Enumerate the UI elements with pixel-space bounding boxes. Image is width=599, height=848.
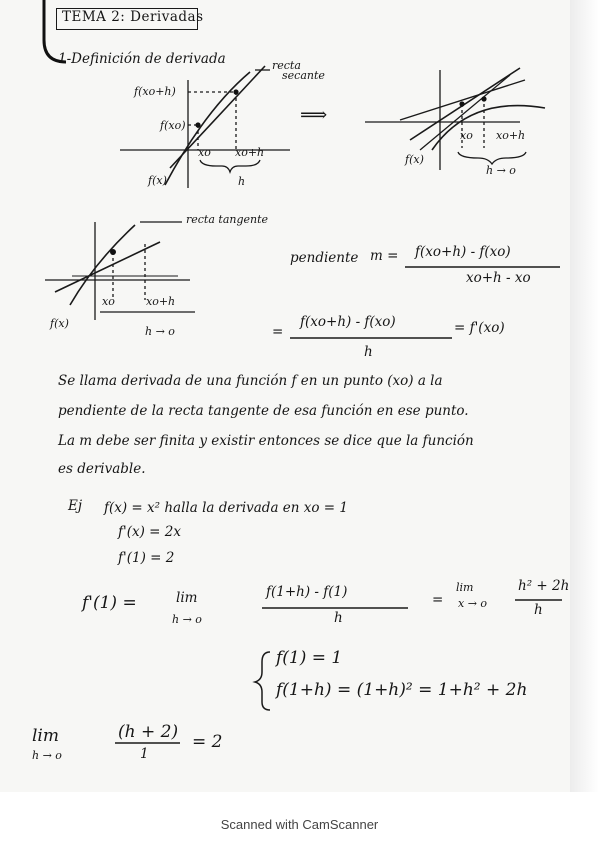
graph1-label-fx0: f(xo) [160, 119, 186, 132]
graph1-point-x0 [195, 122, 200, 127]
graph1-label-x0: xo [198, 146, 211, 159]
example-lim2: lim [456, 581, 474, 594]
graph3-label-h-limit: h → o [145, 325, 175, 338]
example-line-1: f(x) = x² halla la derivada en xo = 1 [104, 500, 348, 516]
example-denominator-2: h [534, 602, 543, 618]
slope-numerator-2: f(xo+h) - f(xo) [300, 314, 396, 330]
slope-label: pendiente [290, 250, 359, 266]
graph2-point-x0h [481, 96, 486, 101]
graph3-tangent-line [55, 242, 160, 292]
graph1-h-brace [200, 160, 260, 172]
final-lim-sub: h → o [32, 749, 62, 762]
tangent-label: recta tangente [186, 213, 269, 226]
graph1-label-h: h [238, 175, 246, 188]
graph2-brace [458, 152, 526, 164]
final-numerator: (h + 2) [118, 722, 179, 742]
page-edge-shadow [570, 0, 599, 792]
slope-equals-2: = [272, 324, 284, 340]
example-line-3: f'(1) = 2 [118, 550, 175, 566]
definition-line-4: es derivable. [58, 461, 146, 477]
secant-label-1: recta [272, 59, 301, 72]
graph3-label-x0h: xo+h [146, 295, 176, 308]
graph1-label-fx0h: f(xo+h) [134, 85, 176, 98]
graph3-point-x0 [110, 249, 116, 255]
example-lim-sub: h → o [172, 613, 202, 626]
example-lhs: f'(1) = [82, 593, 137, 613]
final-result: = 2 [192, 732, 223, 752]
section-heading: 1-Definición de derivada [58, 51, 226, 67]
graph2-label-h-limit: h → o [486, 164, 516, 177]
graph3-curve [70, 225, 135, 308]
graph1-point-x0h [233, 89, 238, 94]
graph3-label-fx: f(x) [50, 317, 69, 330]
system-brace [255, 652, 270, 710]
example-denominator: h [334, 610, 343, 626]
final-lim: lim [32, 726, 59, 746]
secant-label-2: secante [282, 69, 325, 82]
system-line-2: f(1+h) = (1+h)² = 1+h² + 2h [276, 680, 528, 700]
example-label: Ej [68, 498, 83, 514]
example-lim: lim [176, 590, 198, 606]
graph2-label-fx: f(x) [405, 153, 424, 166]
graph2-label-x0h: xo+h [496, 129, 526, 142]
slope-denominator-2: h [364, 344, 373, 360]
graph3-label-x0: xo [102, 295, 115, 308]
graph2-point-x0 [459, 101, 464, 106]
example-equals: = [432, 592, 444, 608]
scanner-watermark: Scanned with CamScanner [220, 817, 379, 832]
example-line-2: f'(x) = 2x [118, 524, 181, 540]
page-title: TEMA 2: Derivadas [62, 9, 204, 25]
graph-secant-limit [365, 68, 545, 170]
system-line-1: f(1) = 1 [276, 648, 343, 668]
graph2-label-x0: xo [460, 129, 473, 142]
slope-numerator-1: f(xo+h) - f(xo) [415, 244, 511, 260]
final-denominator: 1 [140, 746, 149, 762]
implies-arrow: ⟹ [300, 104, 328, 126]
graph2-curve [432, 106, 545, 150]
example-lim2-sub: x → o [458, 597, 488, 610]
graph1-label-fx: f(x) [148, 174, 167, 187]
slope-result: = f'(xo) [454, 320, 505, 336]
definition-line-3: La m debe ser finita y existir entonces se dice que la función [58, 433, 474, 449]
graph1-label-x0h: xo+h [235, 146, 265, 159]
example-numerator-2: h² + 2h [518, 578, 570, 594]
binder-ring-mark [44, 0, 66, 62]
slope-m-equals: m = [370, 248, 399, 264]
definition-line-1: Se llama derivada de una función f en un punto (xo) a la [58, 373, 443, 389]
example-numerator: f(1+h) - f(1) [266, 584, 348, 600]
definition-line-2: pendiente de la recta tangente de esa función en ese punto. [58, 403, 469, 419]
slope-denominator-1: xo+h - xo [466, 270, 531, 286]
